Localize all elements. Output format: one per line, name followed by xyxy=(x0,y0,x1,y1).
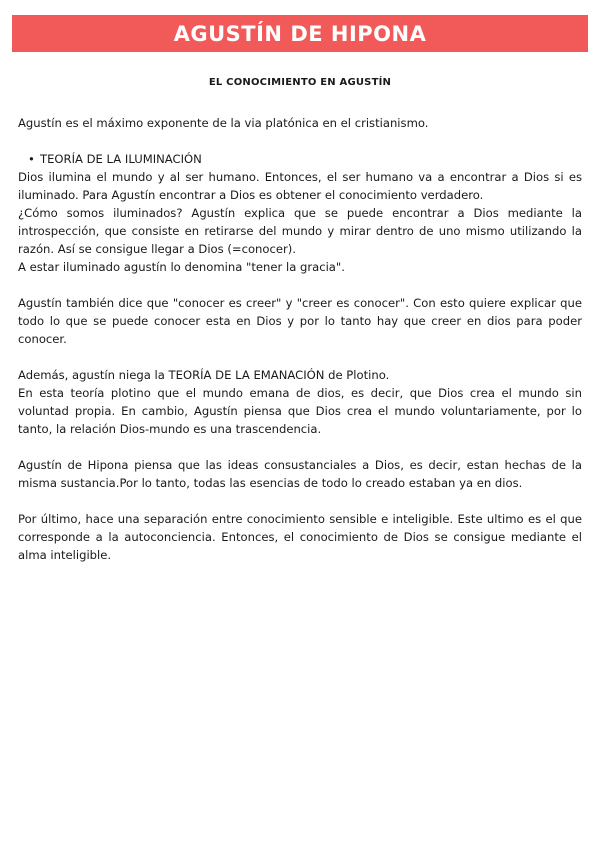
paragraph-ideas: Agustín de Hipona piensa que las ideas consustanciales a Dios, es decir, estan hechas de la misma sustancia.Por lo tanto, todas las esencias de todo lo creado estaban ya en dios. xyxy=(18,458,582,490)
paragraph-iluminacion-1: Dios ilumina el mundo y al ser humano. Entonces, el ser humano va a encontrar a Dios si es iluminado. Para Agustín encontrar a Dios es obtener el conocimiento verdadero. xyxy=(18,170,582,202)
spacer xyxy=(18,348,582,366)
paragraph-intro: Agustín es el máximo exponente de la via platónica en el cristianismo. xyxy=(18,116,429,130)
spacer xyxy=(18,438,582,456)
spacer xyxy=(18,492,582,510)
paragraph-emanacion-1: Además, agustín niega la TEORÍA DE LA EMANACIÓN de Plotino. xyxy=(18,368,390,382)
paragraph-iluminacion-3: A estar iluminado agustín lo denomina "tener la gracia". xyxy=(18,260,345,274)
paragraph-iluminacion-2: ¿Cómo somos iluminados? Agustín explica que se puede encontrar a Dios mediante la introspección, que consiste en retirarse del mundo y mirar dentro de uno mismo utilizando la razón. Así se consigue llegar a Dios (=conocer). xyxy=(18,206,582,256)
page-title: AGUSTÍN DE HIPONA xyxy=(173,21,427,46)
spacer xyxy=(18,276,582,294)
bullet-item-iluminacion xyxy=(18,150,582,168)
paragraph-conocer-creer: Agustín también dice que "conocer es creer" y "creer es conocer". Con esto quiere explicar que todo lo que se puede conocer esta en Dios y por lo tanto hay que creer en dios para poder conocer. xyxy=(18,296,582,346)
document-body xyxy=(18,114,582,564)
bullet-dot: • xyxy=(28,152,35,166)
bullet-heading: TEORÍA DE LA ILUMINACIÓN xyxy=(40,152,202,166)
paragraph-emanacion-2: En esta teoría plotino que el mundo emana de dios, es decir, que Dios crea el mundo sin voluntad propia. En cambio, Agustín piensa que Dios crea el mundo voluntariamente, por lo tanto, la relación Dios-mundo es una trascendencia. xyxy=(18,386,582,436)
paragraph-ultimo: Por último, hace una separación entre conocimiento sensible e inteligible. Este ultimo es el que corresponde a la autoconciencia. Entonces, el conocimiento de Dios se consigue mediante el alma inteligible. xyxy=(18,512,582,562)
section-subtitle: EL CONOCIMIENTO EN AGUSTÍN xyxy=(208,77,392,88)
title-banner xyxy=(12,15,588,52)
